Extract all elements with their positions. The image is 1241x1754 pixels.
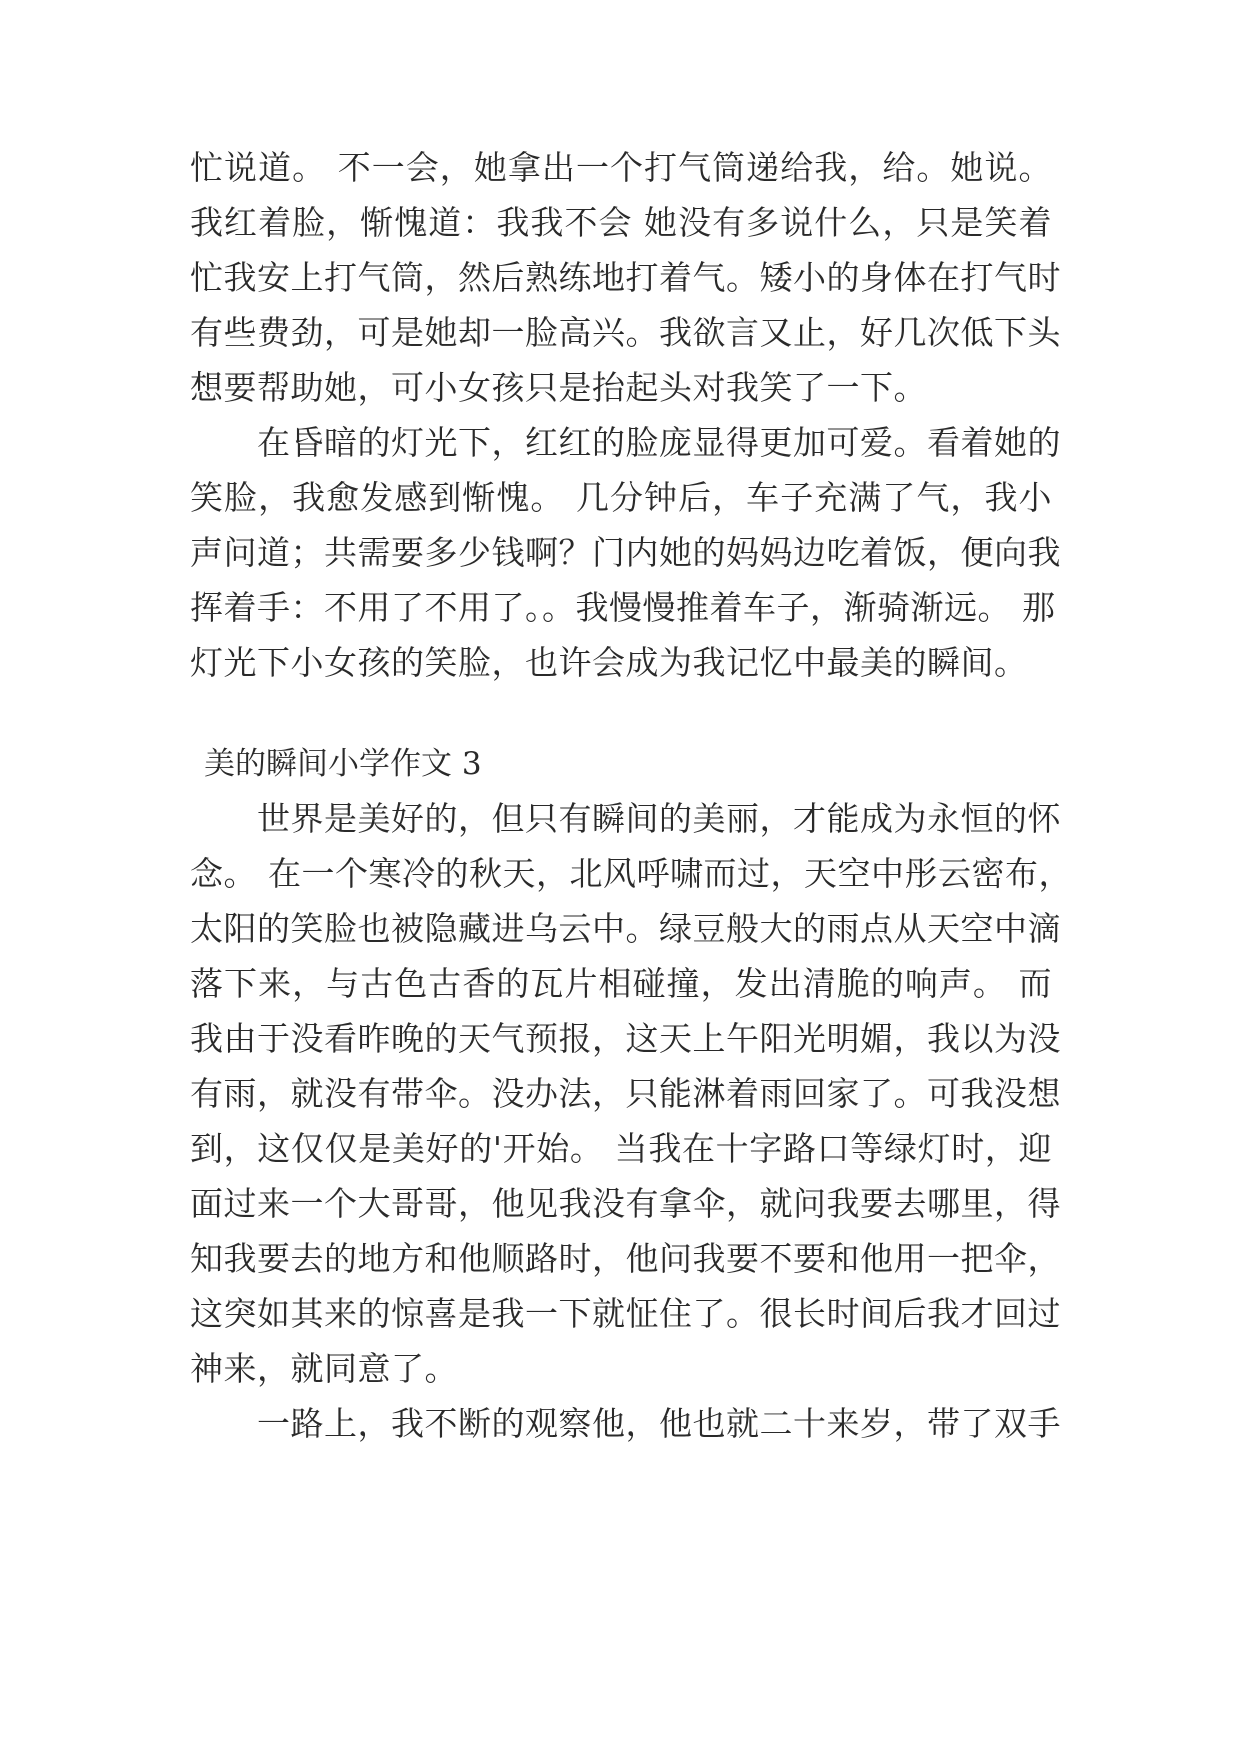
text-line: 一路上，我不断的观察他，他也就二十来岁，带了双手 [190, 1404, 1061, 1443]
text-line: 知我要去的地方和他顺路时，他问我要不要和他用一把伞， [190, 1239, 1061, 1278]
text-line: 想要帮助她，可小女孩只是抬起头对我笑了一下。 [190, 368, 927, 407]
text-line: 这突如其来的惊喜是我一下就怔住了。很长时间后我才回过 [190, 1294, 1061, 1333]
text-line: 到，这仅仅是美好的'开始。 当我在十字路口等绿灯时，迎 [190, 1129, 1052, 1168]
text-line: 灯光下小女孩的笑脸，也许会成为我记忆中最美的瞬间。 [190, 643, 1028, 682]
text-line: 面过来一个大哥哥，他见我没有拿伞，就问我要去哪里，得 [190, 1184, 1061, 1223]
text-line: 有雨，就没有带伞。没办法，只能淋着雨回家了。可我没想 [190, 1074, 1061, 1113]
text-line: 声问道；共需要多少钱啊？门内她的妈妈边吃着饭，便向我 [190, 533, 1061, 572]
text-line: 落下来，与古色古香的瓦片相碰撞，发出清脆的响声。 而 [190, 964, 1052, 1003]
text-line: 神来，就同意了。 [190, 1349, 458, 1388]
text-line: 忙我安上打气筒，然后熟练地打着气。矮小的身体在打气时 [190, 258, 1061, 297]
text-line: 有些费劲，可是她却一脸高兴。我欲言又止，好几次低下头 [190, 313, 1061, 352]
text-line: 忙说道。 不一会，她拿出一个打气筒递给我，给。她说。 [190, 148, 1052, 187]
section-heading: 美的瞬间小学作文 3 [204, 746, 482, 782]
text-line: 太阳的笑脸也被隐藏进乌云中。绿豆般大的雨点从天空中滴 [190, 909, 1061, 948]
text-line: 挥着手：不用了不用了。。我慢慢推着车子，渐骑渐远。 那 [190, 588, 1056, 627]
text-line: 我由于没看昨晚的天气预报，这天上午阳光明媚，我以为没 [190, 1019, 1061, 1058]
text-line: 我红着脸，惭愧道：我我不会 她没有多说什么，只是笑着 [190, 203, 1052, 242]
text-line: 在昏暗的灯光下，红红的脸庞显得更加可爱。看着她的 [190, 423, 1061, 462]
text-line: 世界是美好的，但只有瞬间的美丽，才能成为永恒的怀 [190, 799, 1061, 838]
text-line: 念。 在一个寒冷的秋天，北风呼啸而过，天空中彤云密布， [190, 854, 1072, 893]
text-line: 笑脸，我愈发感到惭愧。 几分钟后，车子充满了气，我小 [190, 478, 1052, 517]
